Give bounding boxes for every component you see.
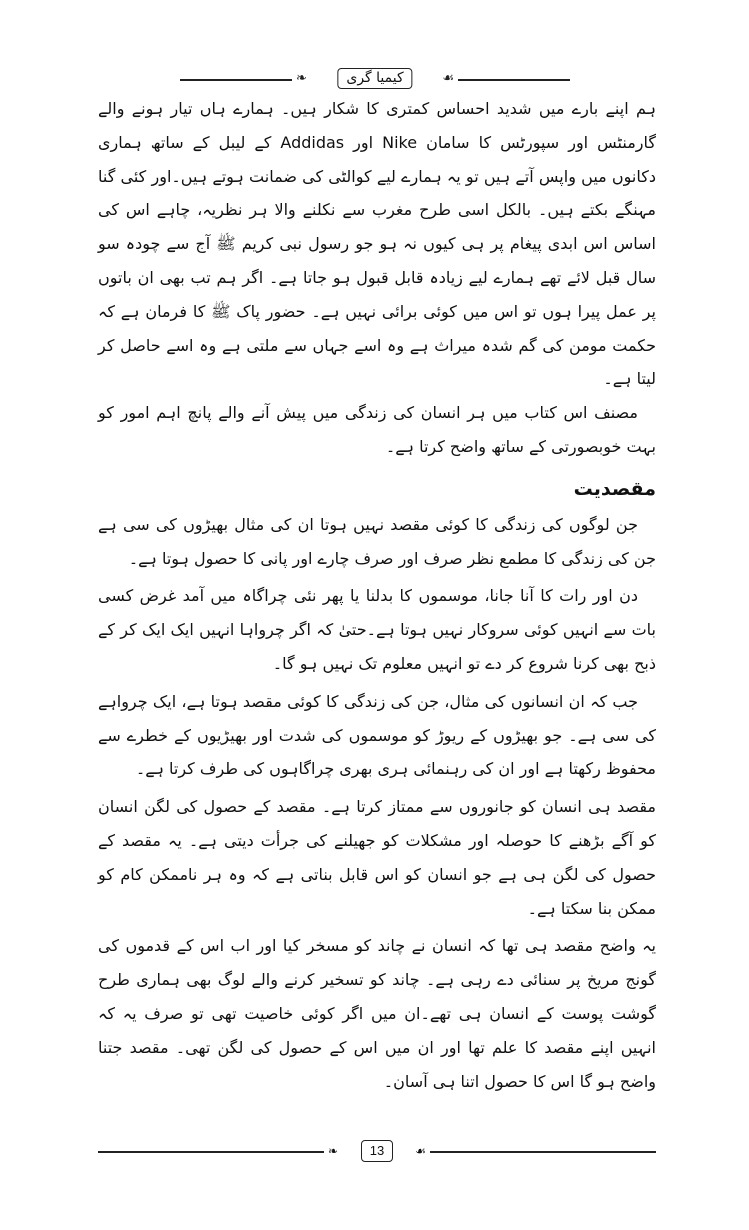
header-rule-right <box>458 79 570 81</box>
section-paragraph-3: جب کہ ان انسانوں کی مثال، جن کی زندگی کا کوئی مقصد ہوتا ہے، ایک چرواہے کی سی ہے۔ جو بھیڑوں کے ریوڑ کو موسموں کی شدت اور بھیڑیوں کے خطرے سے محفوظ رکھتا ہے اور ان کی رہنمائی ہری بھری چراگاہوں کی طرف کرتا ہے۔ <box>98 691 656 779</box>
section-paragraph-5: یہ واضح مقصد ہی تھا کہ انسان نے چاند کو مسخر کیا اور اب اس کے قدموں کی گونج مریخ پر سنائی دے رہی ہے۔ چاند کو تسخیر کرنے والے لوگ بھی ہماری طرح گوشت پوست کے انسان ہی تھے۔ان میں اگر کوئی خاصیت تھی تو صرف یہ کہ انہیں اپنے مقصد کا علم تھا اور ان میں اس کے حصول کی لگن تھی۔ مقصد جتنا واضح ہو گا اس کا حصول اتنا ہی آسان۔ <box>98 936 656 1091</box>
header-ornament-left-icon: ❧ <box>296 71 307 86</box>
footer-ornament-left-icon: ❧ <box>328 1144 339 1158</box>
page-body <box>98 92 656 1098</box>
footer-ornament-right-icon: ☙ <box>415 1144 426 1158</box>
footer-rule-left <box>98 1151 324 1153</box>
running-header <box>180 68 570 90</box>
intro-paragraph-2: مصنف اس کتاب میں ہر انسان کی زندگی میں پیش آنے والے پانچ اہم امور کو بہت خوبصورتی کے ساتھ واضح کرتا ہے۔ <box>98 403 656 456</box>
footer-rule-right <box>430 1151 656 1153</box>
header-title: کیمیا گری <box>337 68 412 89</box>
section-paragraph-2: دن اور رات کا آنا جانا، موسموں کا بدلنا یا پھر نئی چراگاہ میں آمد غرض کسی بات سے انہیں کوئی سروکار نہیں ہوتا ہے۔حتیٰ کہ اگر چرواہا انہیں ایک ایک کر کے ذبح بھی کرنا شروع کر دے تو انہیں معلوم تک نہیں ہو گا۔ <box>98 586 656 673</box>
header-ornament-right-icon: ☙ <box>442 71 454 86</box>
intro-paragraph-1: ہم اپنے بارے میں شدید احساس کمتری کا شکار ہیں۔ ہمارے ہاں تیار ہونے والے گارمنٹس اور سپورٹس کا سامان Nike اور Addidas کے لیبل کے ساتھ ہماری دکانوں میں واپس آتے ہیں تو یہ ہمارے لیے کوالٹی کی ضمانت ہوتے ہیں۔اور کئی گنا مہنگے بکتے ہیں۔ بالکل اسی طرح مغرب سے نکلنے والا ہر نظریہ، چاہے اس کی اساس اس ابدی پیغام پر ہی کیوں نہ ہو جو رسول نبی کریم ﷺ آج سے چودہ سو سال قبل لائے تھے ہمارے لیے زیادہ قابل قبول ہو جاتا ہے۔ اگر ہم تب بھی ان باتوں پر عمل پیرا ہوں تو اس میں کوئی برائی نہیں ہے۔ حضور پاک ﷺ کا فرمان ہے کہ حکمت مومن کی گم شدہ میراث ہے وہ اسے جہاں سے ملتی ہے وہ اسے حاصل کر لیتا ہے۔ <box>98 99 657 389</box>
page-number: 13 <box>361 1140 393 1162</box>
section-paragraph-1: جن لوگوں کی زندگی کا کوئی مقصد نہیں ہوتا ان کی مثال بھیڑوں کی سی ہے جن کی زندگی کا مطمع نظر صرف اور صرف چارے اور پانی کا حصول ہوتا ہے۔ <box>98 514 656 568</box>
section-heading: مقصدیت <box>573 477 656 500</box>
header-rule-left <box>180 79 292 81</box>
section-paragraph-4: مقصد ہی انسان کو جانوروں سے ممتاز کرتا ہے۔ مقصد کے حصول کی لگن انسان کو آگے بڑھنے کا حوصلہ اور مشکلات کو جھیلنے کی جرأت دیتی ہے۔ یہ مقصد کے حصول کی لگن ہی ہے جو انسان کو اس قابل بناتی ہے کہ وہ ہر ناممکن کام کو ممکن بنا سکتا ہے۔ <box>98 797 656 918</box>
page-footer <box>98 1140 656 1162</box>
